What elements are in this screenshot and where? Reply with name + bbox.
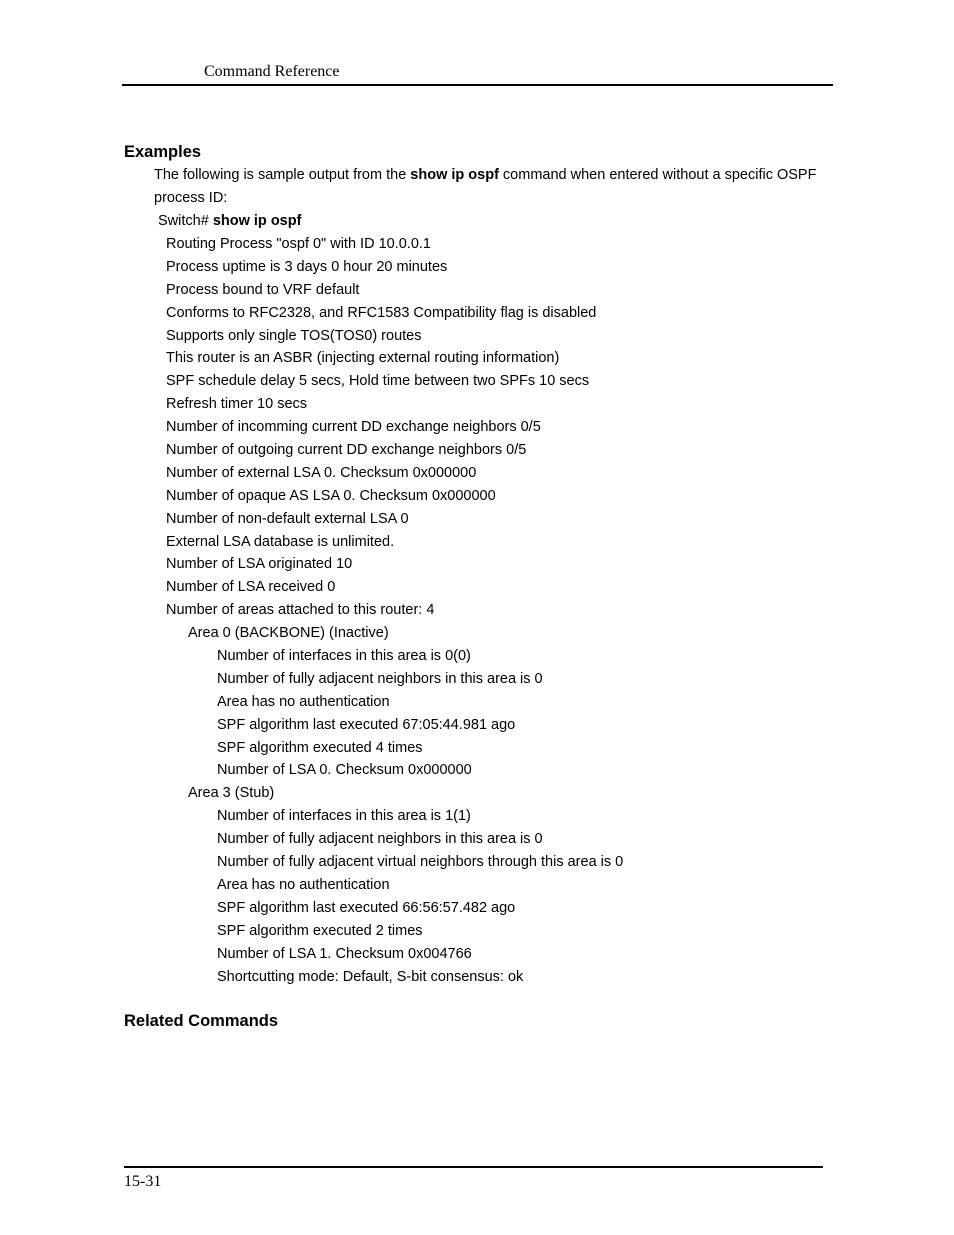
page-number: 15-31 bbox=[124, 1173, 162, 1190]
output-line: Number of fully adjacent neighbors in this area is 0 bbox=[217, 670, 543, 687]
footer-rule bbox=[124, 1166, 823, 1168]
examples-heading: Examples bbox=[124, 143, 202, 161]
output-line: Number of fully adjacent virtual neighbors through this area is 0 bbox=[217, 854, 624, 871]
output-line: Shortcutting mode: Default, S-bit consensus: ok bbox=[217, 968, 524, 985]
output-line: Refresh timer 10 secs bbox=[166, 396, 308, 413]
output-line: Number of outgoing current DD exchange neighbors 0/5 bbox=[166, 442, 527, 459]
output-line: Number of opaque AS LSA 0. Checksum 0x000000 bbox=[166, 487, 496, 504]
output-line: Process bound to VRF default bbox=[166, 281, 360, 298]
output-line: Area has no authentication bbox=[217, 693, 390, 710]
output-line: Number of areas attached to this router: 4 bbox=[166, 602, 435, 619]
intro-paragraph bbox=[154, 164, 834, 210]
output-line: Number of LSA received 0 bbox=[166, 579, 336, 596]
command-line bbox=[158, 210, 301, 233]
command-text: show ip ospf bbox=[212, 213, 302, 229]
command-prompt: Switch# bbox=[158, 213, 213, 229]
output-line: Number of external LSA 0. Checksum 0x000000 bbox=[166, 464, 477, 481]
output-line: Process uptime is 3 days 0 hour 20 minutes bbox=[166, 258, 448, 275]
command-output bbox=[0, 233, 954, 988]
running-header: Command Reference bbox=[204, 63, 340, 80]
related-commands-heading: Related Commands bbox=[124, 1012, 279, 1030]
output-line: Area 3 (Stub) bbox=[188, 785, 275, 802]
output-line: Number of incomming current DD exchange neighbors 0/5 bbox=[166, 419, 541, 436]
output-line: Routing Process "ospf 0" with ID 10.0.0.1 bbox=[166, 236, 431, 252]
output-line: Supports only single TOS(TOS0) routes bbox=[166, 327, 422, 344]
intro-text-after: command when entered without a specific OSPF process ID: bbox=[154, 167, 817, 206]
output-line: This router is an ASBR (injecting external routing information) bbox=[166, 350, 560, 367]
output-line: SPF algorithm last executed 67:05:44.981 ago bbox=[217, 716, 516, 733]
output-line: SPF algorithm executed 4 times bbox=[217, 739, 423, 756]
output-line: External LSA database is unlimited. bbox=[166, 533, 395, 550]
output-line: Number of non-default external LSA 0 bbox=[166, 510, 409, 527]
intro-text-before: The following is sample output from the bbox=[154, 167, 411, 183]
output-line: Number of LSA 0. Checksum 0x000000 bbox=[217, 762, 472, 779]
output-line: Number of LSA originated 10 bbox=[166, 556, 353, 573]
intro-command: show ip ospf bbox=[410, 167, 499, 183]
output-line: SPF algorithm executed 2 times bbox=[217, 922, 423, 939]
output-line: Number of interfaces in this area is 1(1) bbox=[217, 808, 471, 825]
output-line: Number of fully adjacent neighbors in this area is 0 bbox=[217, 831, 543, 848]
output-line: Number of LSA 1. Checksum 0x004766 bbox=[217, 945, 472, 962]
header-rule bbox=[122, 84, 833, 86]
output-line: Conforms to RFC2328, and RFC1583 Compatibility flag is disabled bbox=[166, 304, 597, 321]
output-line: Area has no authentication bbox=[217, 876, 390, 893]
output-line: Number of interfaces in this area is 0(0) bbox=[217, 648, 471, 665]
output-line: Area 0 (BACKBONE) (Inactive) bbox=[188, 625, 389, 642]
output-line: SPF algorithm last executed 66:56:57.482 ago bbox=[217, 899, 516, 916]
output-line: SPF schedule delay 5 secs, Hold time between two SPFs 10 secs bbox=[166, 373, 590, 390]
